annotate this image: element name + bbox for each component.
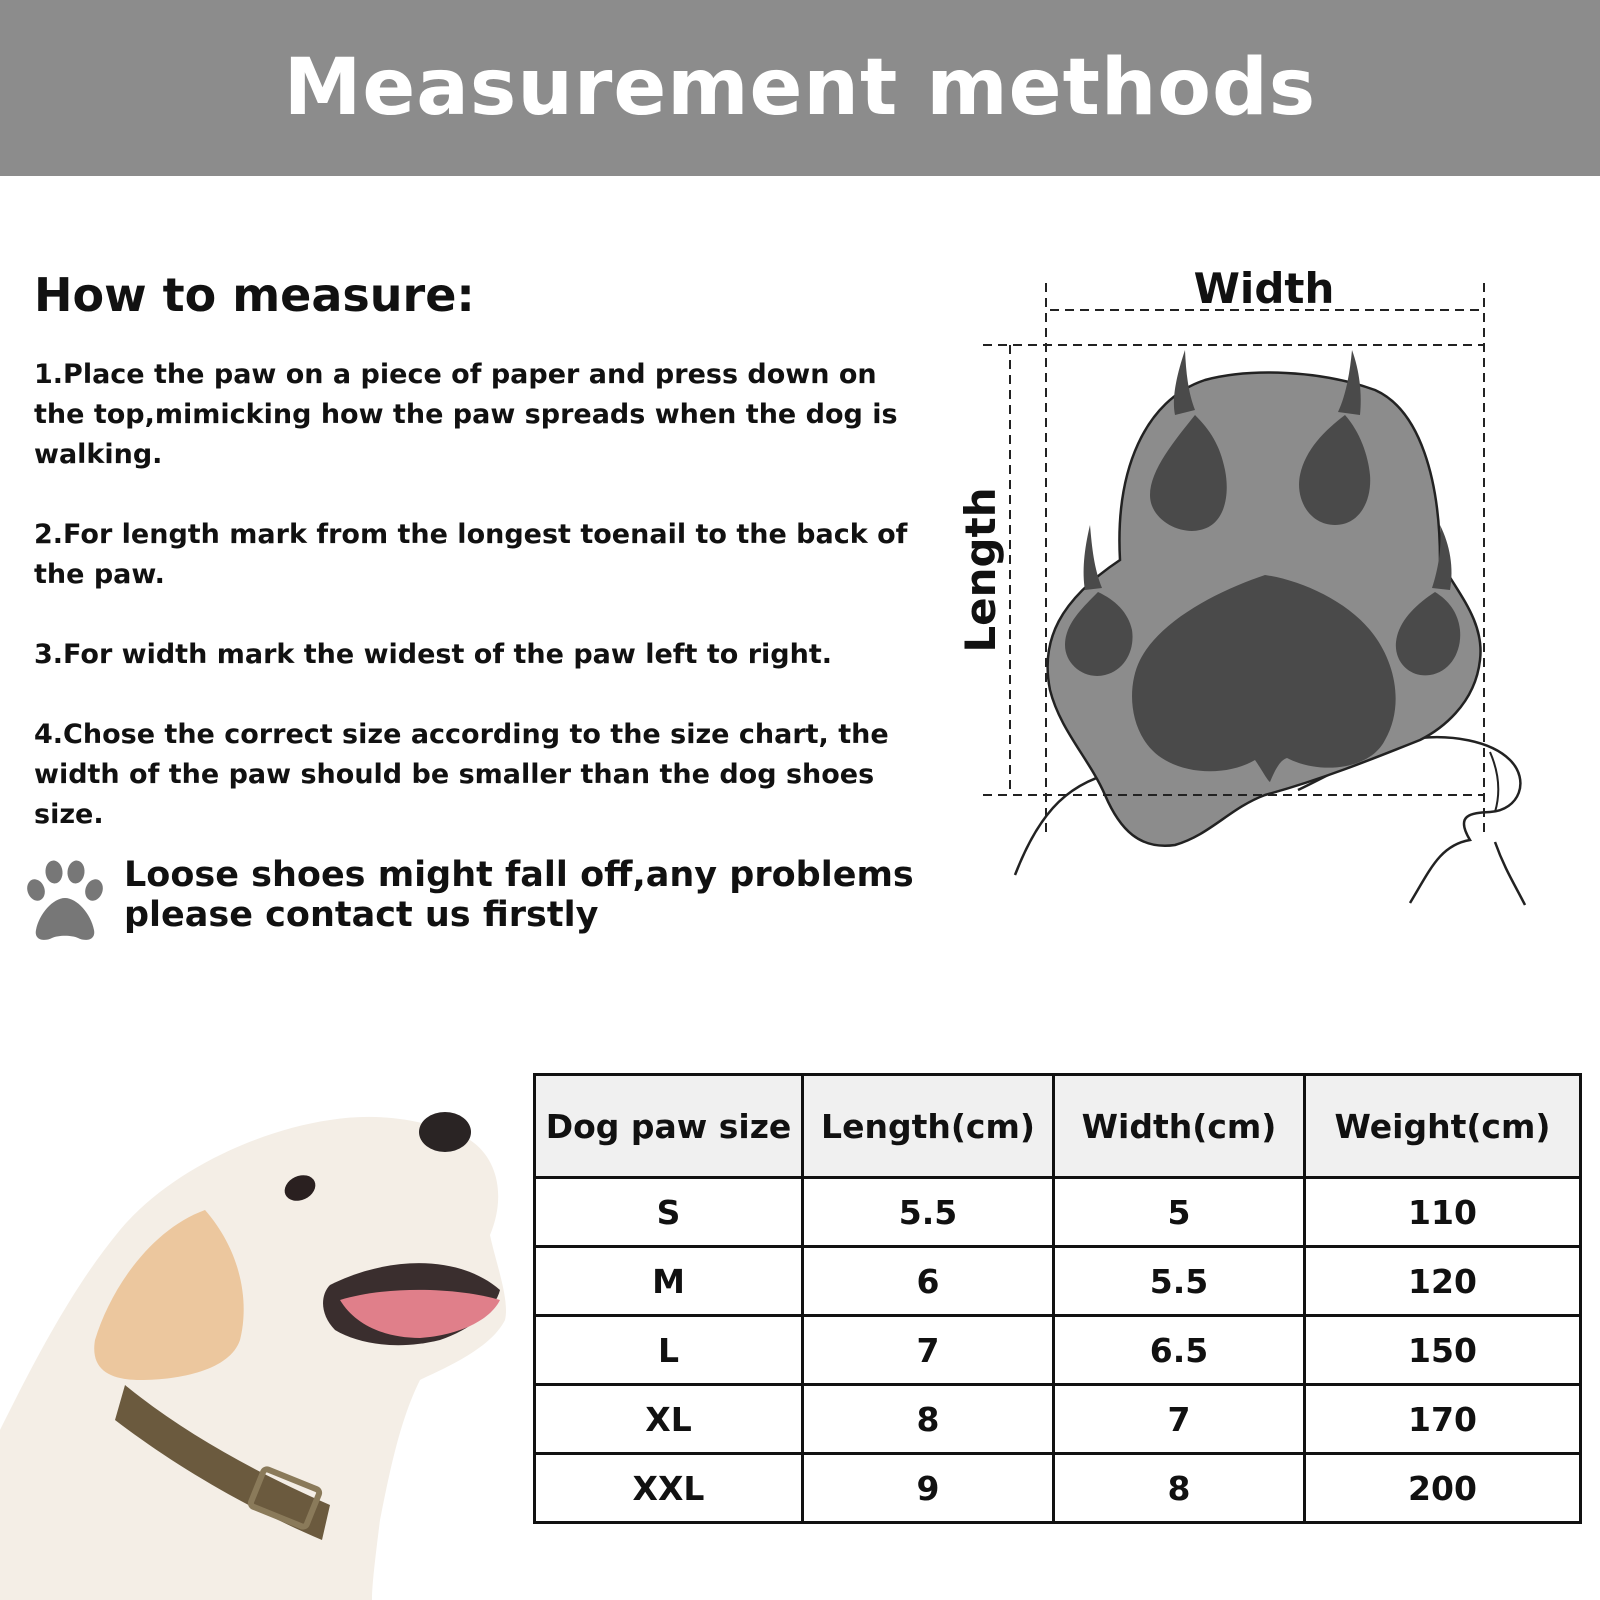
header-banner	[0, 0, 1600, 176]
table-row	[535, 1178, 1581, 1247]
contact-note: Loose shoes might fall off,any problems please contact us firstly	[124, 855, 914, 935]
size-cell: M	[535, 1247, 803, 1316]
width-cell: 6.5	[1054, 1316, 1305, 1385]
how-to-title: How to measure:	[34, 268, 475, 322]
length-label: Length	[956, 487, 1005, 653]
width-cell: 5	[1054, 1178, 1305, 1247]
steps-list	[34, 355, 914, 835]
size-cell: XL	[535, 1385, 803, 1454]
dog-nose	[419, 1112, 471, 1152]
table-row	[535, 1385, 1581, 1454]
column-header: Width(cm)	[1054, 1075, 1305, 1178]
table-row	[535, 1247, 1581, 1316]
step-4: 4.Chose the correct size according to the size chart, the width of the paw should be smaller than the dog shoes size.	[34, 719, 889, 830]
size-cell: L	[535, 1316, 803, 1385]
width-cell: 7	[1054, 1385, 1305, 1454]
length-cell: 8	[803, 1385, 1054, 1454]
weight-cell: 150	[1305, 1316, 1581, 1385]
length-cell: 9	[803, 1454, 1054, 1523]
table-header-row	[535, 1075, 1581, 1178]
column-header: Weight(cm)	[1305, 1075, 1581, 1178]
step-3: 3.For width mark the widest of the paw left to right.	[34, 639, 832, 670]
length-cell: 7	[803, 1316, 1054, 1385]
step-2: 2.For length mark from the longest toenail to the back of the paw.	[34, 519, 908, 590]
size-cell: S	[535, 1178, 803, 1247]
dog-body	[0, 1117, 506, 1600]
step-1: 1.Place the paw on a piece of paper and press down on the top,mimicking how the paw spreads when the dog is walking.	[34, 359, 898, 470]
column-header: Length(cm)	[803, 1075, 1054, 1178]
weight-cell: 200	[1305, 1454, 1581, 1523]
page-title: Measurement methods	[283, 43, 1317, 133]
table-row	[535, 1454, 1581, 1523]
claw-1	[1174, 350, 1195, 415]
width-label: Width	[1193, 264, 1335, 313]
width-cell: 5.5	[1054, 1247, 1305, 1316]
size-chart-table	[533, 1073, 1582, 1524]
column-header: Dog paw size	[535, 1075, 803, 1178]
paw-print-icon	[26, 858, 106, 942]
weight-cell: 120	[1305, 1247, 1581, 1316]
table-row	[535, 1316, 1581, 1385]
length-cell: 5.5	[803, 1178, 1054, 1247]
dog-photo	[0, 1100, 530, 1600]
weight-cell: 170	[1305, 1385, 1581, 1454]
width-cell: 8	[1054, 1454, 1305, 1523]
paw-measurement-diagram	[940, 255, 1600, 915]
size-cell: XXL	[535, 1454, 803, 1523]
length-cell: 6	[803, 1247, 1054, 1316]
weight-cell: 110	[1305, 1178, 1581, 1247]
